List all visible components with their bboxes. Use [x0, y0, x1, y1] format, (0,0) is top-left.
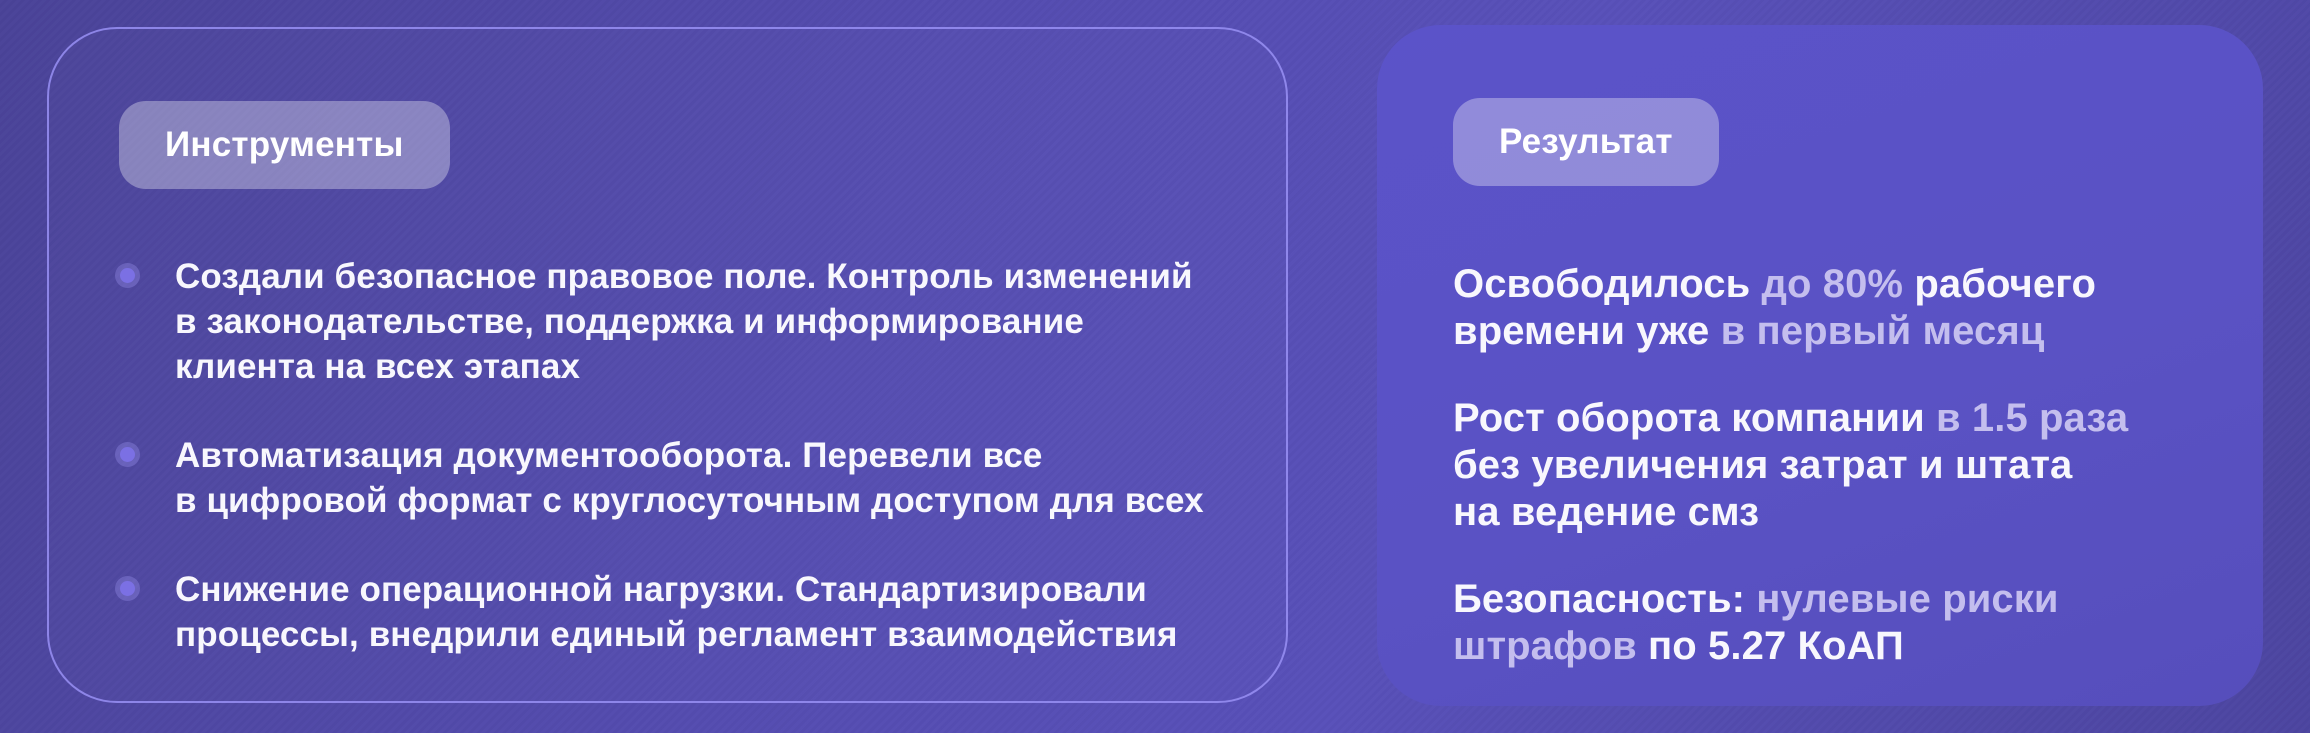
tools-badge: Инструменты: [119, 101, 450, 189]
text-segment: на ведение смз: [1453, 490, 1760, 534]
bullet-dot-icon: [120, 581, 135, 596]
result-paragraph-2: [1453, 395, 2233, 536]
tools-bullet-item-3: [119, 567, 1239, 657]
result-paragraph-3: [1453, 576, 2233, 670]
text-segment: процессы, внедрили единый регламент взаимодействия: [175, 615, 1178, 654]
text-segment: Безопасность:: [1453, 577, 1757, 621]
text-segment: времени уже: [1453, 309, 1721, 353]
result-panel: [1377, 25, 2263, 706]
highlighted-text: в первый месяц: [1720, 309, 2045, 353]
text-segment: Рост оборота компании: [1453, 396, 1936, 440]
text-segment: клиента на всех этапах: [175, 347, 581, 386]
highlighted-text: в 1.5 раза: [1935, 396, 2129, 440]
result-paragraph-1: [1453, 261, 2233, 355]
highlighted-text: штрафов: [1453, 624, 1637, 668]
highlighted-text: нулевые риски: [1756, 577, 2059, 621]
text-segment: Освободилось: [1453, 262, 1762, 306]
tools-bullet-item-1: [119, 254, 1239, 389]
highlighted-text: до 80%: [1761, 262, 1904, 306]
result-paragraphs: [1453, 261, 2233, 710]
text-segment: в законодательстве, поддержка и информирование: [175, 302, 1084, 341]
text-segment: Снижение операционной нагрузки. Стандартизировали: [175, 570, 1147, 609]
text-segment: без увеличения затрат и штата: [1453, 443, 2073, 487]
bullet-dot-icon: [120, 268, 135, 283]
text-segment: в цифровой формат с круглосуточным доступом для всех: [175, 481, 1204, 520]
result-badge: Результат: [1453, 98, 1719, 186]
text-segment: Автоматизация документооборота. Перевели все: [175, 436, 1043, 475]
text-segment: по 5.27 КоАП: [1636, 624, 1904, 668]
tools-bullet-item-2: [119, 433, 1239, 523]
tools-panel: [47, 27, 1288, 703]
tools-bullet-list: [119, 254, 1239, 701]
text-segment: рабочего: [1903, 262, 2096, 306]
text-segment: Создали безопасное правовое поле. Контроль изменений: [175, 257, 1193, 296]
bullet-dot-icon: [120, 447, 135, 462]
